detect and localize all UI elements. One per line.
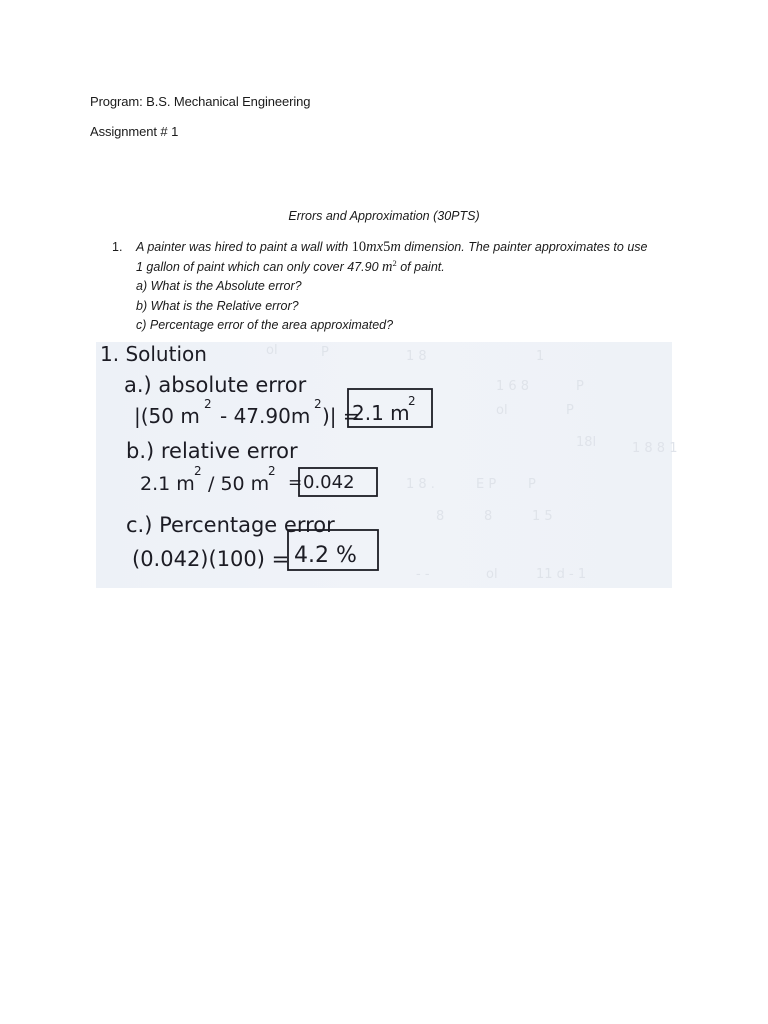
section-title: Errors and Approximation (30PTS) <box>288 209 480 223</box>
question-part-a: a) What is the Absolute error? <box>136 279 302 293</box>
program-line: Program: B.S. Mechanical Engineering <box>90 94 311 109</box>
solution-b-expr-pre: 2.1 m <box>140 473 195 495</box>
svg-text:1 8 8 1: 1 8 8 1 <box>632 441 678 456</box>
question-part-b: b) What is the Relative error? <box>136 298 299 313</box>
question-part-c: c) Percentage error of the area approximated? <box>136 318 394 332</box>
svg-text:ol: ol <box>486 567 498 582</box>
svg-text:1 8: 1 8 <box>406 349 427 364</box>
svg-text:11 d - 1: 11 d - 1 <box>536 567 587 582</box>
svg-text:ol: ol <box>496 403 508 418</box>
solution-c-label: c.) Percentage error <box>126 513 335 537</box>
solution-b-label: b.) relative error <box>126 439 298 463</box>
solution-b-exponent-2: 2 <box>268 464 276 478</box>
svg-text:1: 1 <box>536 349 545 364</box>
question-line-2-post: of paint. <box>400 259 445 274</box>
solution-a-answer-exponent: 2 <box>408 394 416 408</box>
solution-a-answer-box <box>348 389 432 427</box>
solution-a-exponent-1: 2 <box>204 397 212 411</box>
solution-b-answer: 0.042 <box>303 472 355 493</box>
question-line-1 <box>112 238 702 258</box>
svg-text:ol: ol <box>266 343 278 358</box>
solution-b-answer-box <box>299 468 377 496</box>
solution-a-answer: 2.1 m <box>352 401 410 425</box>
question-1 <box>112 238 702 336</box>
svg-text:1 6 8: 1 6 8 <box>496 379 530 394</box>
solution-a-expression <box>134 397 360 428</box>
question-text-pre: A painter was hired to paint a wall with <box>136 240 349 254</box>
question-line-2 <box>112 258 702 278</box>
handwritten-solution-image <box>96 342 678 588</box>
handwritten-solution-svg <box>96 342 678 588</box>
solution-b-exponent-1: 2 <box>194 464 202 478</box>
svg-text:8: 8 <box>436 509 445 524</box>
svg-text:P: P <box>528 477 536 492</box>
svg-text:P: P <box>321 345 329 360</box>
svg-text:P: P <box>576 379 584 394</box>
solution-a-exponent-2: 2 <box>314 397 322 411</box>
wall-dimension: 10mx5m <box>351 239 401 255</box>
solution-a-expr-close: )| = <box>322 404 360 428</box>
svg-text:1 8 .: 1 8 . <box>406 477 435 492</box>
svg-text:E P: E P <box>476 477 497 492</box>
question-text-post: dimension. The painter approximates to use <box>404 240 648 254</box>
svg-text:P: P <box>566 403 574 418</box>
solution-b-expr-mid: / 50 m <box>208 473 270 495</box>
solution-b-expression <box>140 464 302 495</box>
solution-a-label: a.) absolute error <box>124 373 307 397</box>
svg-text:8: 8 <box>484 509 493 524</box>
assignment-line: Assignment # 1 <box>90 124 179 139</box>
solution-c-expression: (0.042)(100) = <box>132 547 290 571</box>
svg-text:18l: 18l <box>576 435 597 450</box>
question-line-2-pre: 1 gallon of paint which can only cover 47.90 <box>136 259 379 274</box>
question-number: 1. <box>112 240 123 254</box>
svg-text:1 5: 1 5 <box>532 509 553 524</box>
solution-a-expr-mid: - 47.90m <box>220 404 311 428</box>
area-unit: $m^2$ <box>382 257 397 275</box>
solution-heading: 1. Solution <box>100 342 207 366</box>
svg-text:- -: - - <box>416 567 430 582</box>
solution-a-expr-open: |(50 m <box>134 404 200 428</box>
solution-b-equals: = <box>288 473 303 493</box>
solution-c-answer: 4.2 % <box>294 543 357 568</box>
